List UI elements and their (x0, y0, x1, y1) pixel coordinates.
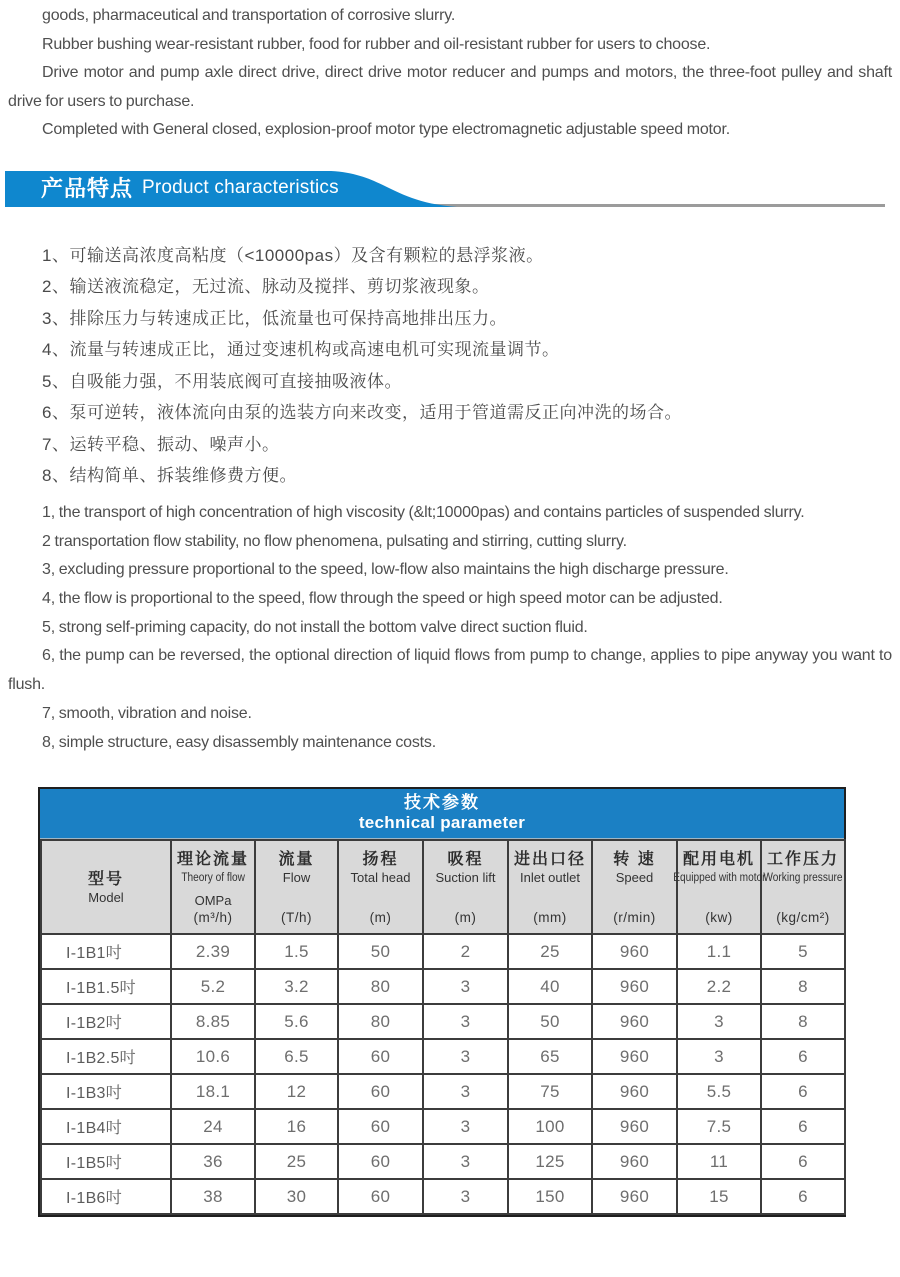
value-cell: 11 (677, 1144, 761, 1179)
value-cell: 12 (255, 1074, 338, 1109)
banner-ribbon (5, 171, 457, 207)
value-cell: 960 (592, 1144, 677, 1179)
column-label-cn: 吸程 (447, 851, 484, 869)
column-header-labels (88, 869, 124, 906)
value-cell: 38 (171, 1179, 255, 1214)
column-label-en: Model (88, 890, 124, 906)
value-cell: 5.2 (171, 969, 255, 1004)
banner-title-en: Product characteristics (142, 176, 339, 198)
feature-item-cn: 2、输送液流稳定，无过流、脉动及搅拌、剪切浆液现象。 (42, 277, 490, 297)
feature-item-cn: 6、泵可逆转，液体流向由泵的选装方向来改变，适用于管道需反正向冲洗的场合。 (42, 403, 682, 423)
value-cell: 80 (338, 1004, 423, 1039)
column-label-cn: 流量 (278, 851, 315, 869)
column-header-units (194, 893, 233, 926)
value-cell: 6 (761, 1109, 845, 1144)
model-cell: I-1B2吋 (41, 1004, 171, 1039)
model-cell: I-1B2.5吋 (41, 1039, 171, 1074)
column-unit: (T/h) (281, 910, 312, 926)
value-cell: 5.6 (255, 1004, 338, 1039)
column-header-units (776, 909, 830, 926)
column-header (338, 840, 423, 934)
model-cell: I-1B1.5吋 (41, 969, 171, 1004)
column-header-units (533, 909, 566, 926)
column-sub-label: OMPa (194, 893, 232, 909)
feature-item-en: 4, the flow is proportional to the speed, flow through the speed or high speed motor can be adjusted. (42, 590, 723, 608)
column-label-en: Total head (350, 870, 411, 886)
table-row (41, 1144, 845, 1179)
feature-list-en (8, 499, 892, 757)
value-cell: 7.5 (677, 1109, 761, 1144)
value-cell: 60 (338, 1039, 423, 1074)
column-label-en: Equipped with motor (672, 872, 766, 885)
model-cell: I-1B5吋 (41, 1144, 171, 1179)
column-header (171, 840, 255, 934)
model-cell: I-1B1吋 (41, 934, 171, 969)
feature-item-en: 8, simple structure, easy disassembly maintenance costs. (42, 733, 436, 751)
value-cell: 50 (508, 1004, 592, 1039)
column-header-content (672, 841, 766, 933)
feature-item-en: 2 transportation flow stability, no flow phenomena, pulsating and stirring, cutting slurry. (42, 532, 627, 550)
value-cell: 75 (508, 1074, 592, 1109)
value-cell: 960 (592, 969, 677, 1004)
feature-item-en: 6, the pump can be reversed, the optional direction of liquid flows from pump to change, applies to pipe anyway you want to flush. (8, 647, 892, 694)
column-header (255, 840, 338, 934)
value-cell: 960 (592, 1109, 677, 1144)
value-cell: 65 (508, 1039, 592, 1074)
column-label-en: Working pressure (763, 872, 843, 885)
table-row (41, 1039, 845, 1074)
column-label-cn: 配用电机 (682, 851, 755, 869)
value-cell: 3 (423, 1144, 508, 1179)
value-cell: 80 (338, 969, 423, 1004)
banner-title-cn: 产品特点 (41, 176, 134, 202)
table-header-row (41, 840, 845, 934)
table-grid (40, 839, 846, 1215)
table-row (41, 1109, 845, 1144)
column-unit: (m³/h) (193, 910, 233, 926)
column-label-en: Theory of flow (181, 872, 245, 885)
value-cell: 15 (677, 1179, 761, 1214)
table-title-cn: 技术参数 (404, 793, 480, 813)
value-cell: 36 (171, 1144, 255, 1179)
feature-item-cn: 4、流量与转速成正比，通过变速机构或高速电机可实现流量调节。 (42, 340, 560, 360)
model-cell: I-1B6吋 (41, 1179, 171, 1214)
banner-title (41, 171, 339, 205)
column-header-labels (758, 849, 848, 886)
value-cell: 3 (423, 1039, 508, 1074)
value-cell: 960 (592, 934, 677, 969)
table-row (41, 1179, 845, 1214)
value-cell: 50 (338, 934, 423, 969)
value-cell: 60 (338, 1109, 423, 1144)
feature-item-cn: 1、可输送高浓度高粘度（<10000pas）及含有颗粒的悬浮浆液。 (42, 245, 544, 265)
table-row (41, 1004, 845, 1039)
column-header (672, 840, 766, 934)
column-label-en: Suction lift (435, 870, 496, 886)
value-cell: 960 (592, 1039, 677, 1074)
column-label-en: Speed (615, 870, 654, 886)
column-label-cn: 转 速 (613, 851, 656, 869)
value-cell: 3 (423, 1109, 508, 1144)
column-unit: (m) (369, 910, 392, 926)
value-cell: 2.39 (171, 934, 255, 969)
column-header-content (424, 841, 507, 933)
feature-item-cn: 8、结构简单、拆装维修费方便。 (42, 466, 297, 486)
value-cell: 6 (761, 1179, 845, 1214)
column-header-content (593, 841, 676, 933)
column-header-content (172, 841, 254, 933)
column-header-units (370, 909, 392, 926)
table-title-band (40, 789, 844, 839)
feature-item-cn: 7、运转平稳、振动、噪声小。 (42, 434, 280, 454)
column-unit: (kw) (705, 910, 733, 926)
value-cell: 8 (761, 969, 845, 1004)
column-header (41, 840, 171, 934)
column-header-content (42, 841, 170, 933)
column-header-labels (436, 849, 496, 886)
value-cell: 150 (508, 1179, 592, 1214)
feature-item-en: 3, excluding pressure proportional to the speed, low-flow also maintains the high discharge pressure. (42, 561, 729, 579)
column-label-cn: 扬程 (362, 851, 399, 869)
column-header-units (281, 909, 312, 926)
intro-paragraph: Drive motor and pump axle direct drive, direct drive motor reducer and pumps and motors, the three-foot pulley and shaft drive for users to purchase. (8, 64, 892, 110)
column-label-cn: 进出口径 (513, 851, 586, 869)
column-header-units (613, 909, 656, 926)
value-cell: 6 (761, 1039, 845, 1074)
column-label-cn: 理论流量 (176, 851, 249, 869)
feature-item-cn: 5、自吸能力强，不用装底阀可直接抽吸液体。 (42, 371, 402, 391)
section-banner (8, 171, 892, 207)
value-cell: 40 (508, 969, 592, 1004)
column-header-units (455, 909, 477, 926)
value-cell: 1.5 (255, 934, 338, 969)
column-header-labels (177, 849, 249, 886)
value-cell: 60 (338, 1074, 423, 1109)
value-cell: 3 (423, 1179, 508, 1214)
value-cell: 6 (761, 1074, 845, 1109)
column-unit: (r/min) (613, 910, 656, 926)
value-cell: 1.1 (677, 934, 761, 969)
intro-paragraph: Completed with General closed, explosion-proof motor type electromagnetic adjustable speed motor. (42, 121, 730, 139)
column-unit: (mm) (533, 910, 567, 926)
value-cell: 8 (761, 1004, 845, 1039)
column-unit: (kg/cm²) (776, 910, 830, 926)
column-header-labels (514, 849, 586, 886)
value-cell: 100 (508, 1109, 592, 1144)
column-header-labels (667, 849, 772, 886)
value-cell: 3 (677, 1004, 761, 1039)
value-cell: 960 (592, 1074, 677, 1109)
column-header (423, 840, 508, 934)
feature-item-en: 7, smooth, vibration and noise. (42, 704, 252, 722)
column-unit: (m) (454, 910, 477, 926)
value-cell: 6 (761, 1144, 845, 1179)
column-header-labels (613, 849, 655, 886)
value-cell: 3 (423, 1004, 508, 1039)
column-label-cn: 型号 (87, 871, 124, 889)
value-cell: 60 (338, 1179, 423, 1214)
table-title-en: technical parameter (358, 813, 526, 833)
intro-paragraph: Rubber bushing wear-resistant rubber, food for rubber and oil-resistant rubber for users to choose. (42, 35, 711, 53)
feature-item-cn: 3、排除压力与转速成正比，低流量也可保持高地排出压力。 (42, 308, 507, 328)
value-cell: 3.2 (255, 969, 338, 1004)
value-cell: 6.5 (255, 1039, 338, 1074)
column-header-units (705, 909, 733, 926)
column-header-content (339, 841, 422, 933)
value-cell: 25 (508, 934, 592, 969)
value-cell: 5.5 (677, 1074, 761, 1109)
column-label-en: Flow (282, 870, 311, 886)
column-header-labels (278, 849, 314, 886)
column-header-content (762, 841, 844, 933)
table-row (41, 969, 845, 1004)
intro-section (8, 2, 892, 145)
value-cell: 2 (423, 934, 508, 969)
column-header (508, 840, 592, 934)
model-cell: I-1B4吋 (41, 1109, 171, 1144)
table-row (41, 934, 845, 969)
value-cell: 960 (592, 1004, 677, 1039)
value-cell: 3 (423, 1074, 508, 1109)
column-header (592, 840, 677, 934)
value-cell: 24 (171, 1109, 255, 1144)
value-cell: 10.6 (171, 1039, 255, 1074)
column-label-cn: 工作压力 (766, 851, 839, 869)
value-cell: 3 (677, 1039, 761, 1074)
column-header-labels (351, 849, 411, 886)
column-header (761, 840, 845, 934)
tech-parameter-table (38, 787, 846, 1217)
value-cell: 25 (255, 1144, 338, 1179)
column-header-content (256, 841, 337, 933)
feature-list-cn (8, 240, 892, 492)
feature-item-en: 1, the transport of high concentration of high viscosity (&lt;10000pas) and contains particles of suspended slurry. (42, 503, 805, 521)
feature-item-en: 5, strong self-priming capacity, do not install the bottom valve direct suction fluid. (42, 618, 588, 636)
value-cell: 2.2 (677, 969, 761, 1004)
column-header-content (509, 841, 591, 933)
value-cell: 125 (508, 1144, 592, 1179)
value-cell: 3 (423, 969, 508, 1004)
model-cell: I-1B3吋 (41, 1074, 171, 1109)
intro-paragraph: goods, pharmaceutical and transportation of corrosive slurry. (42, 7, 456, 24)
value-cell: 5 (761, 934, 845, 969)
table-row (41, 1074, 845, 1109)
column-label-en: Inlet outlet (519, 870, 580, 886)
value-cell: 16 (255, 1109, 338, 1144)
value-cell: 8.85 (171, 1004, 255, 1039)
value-cell: 30 (255, 1179, 338, 1214)
value-cell: 18.1 (171, 1074, 255, 1109)
value-cell: 960 (592, 1179, 677, 1214)
value-cell: 60 (338, 1144, 423, 1179)
